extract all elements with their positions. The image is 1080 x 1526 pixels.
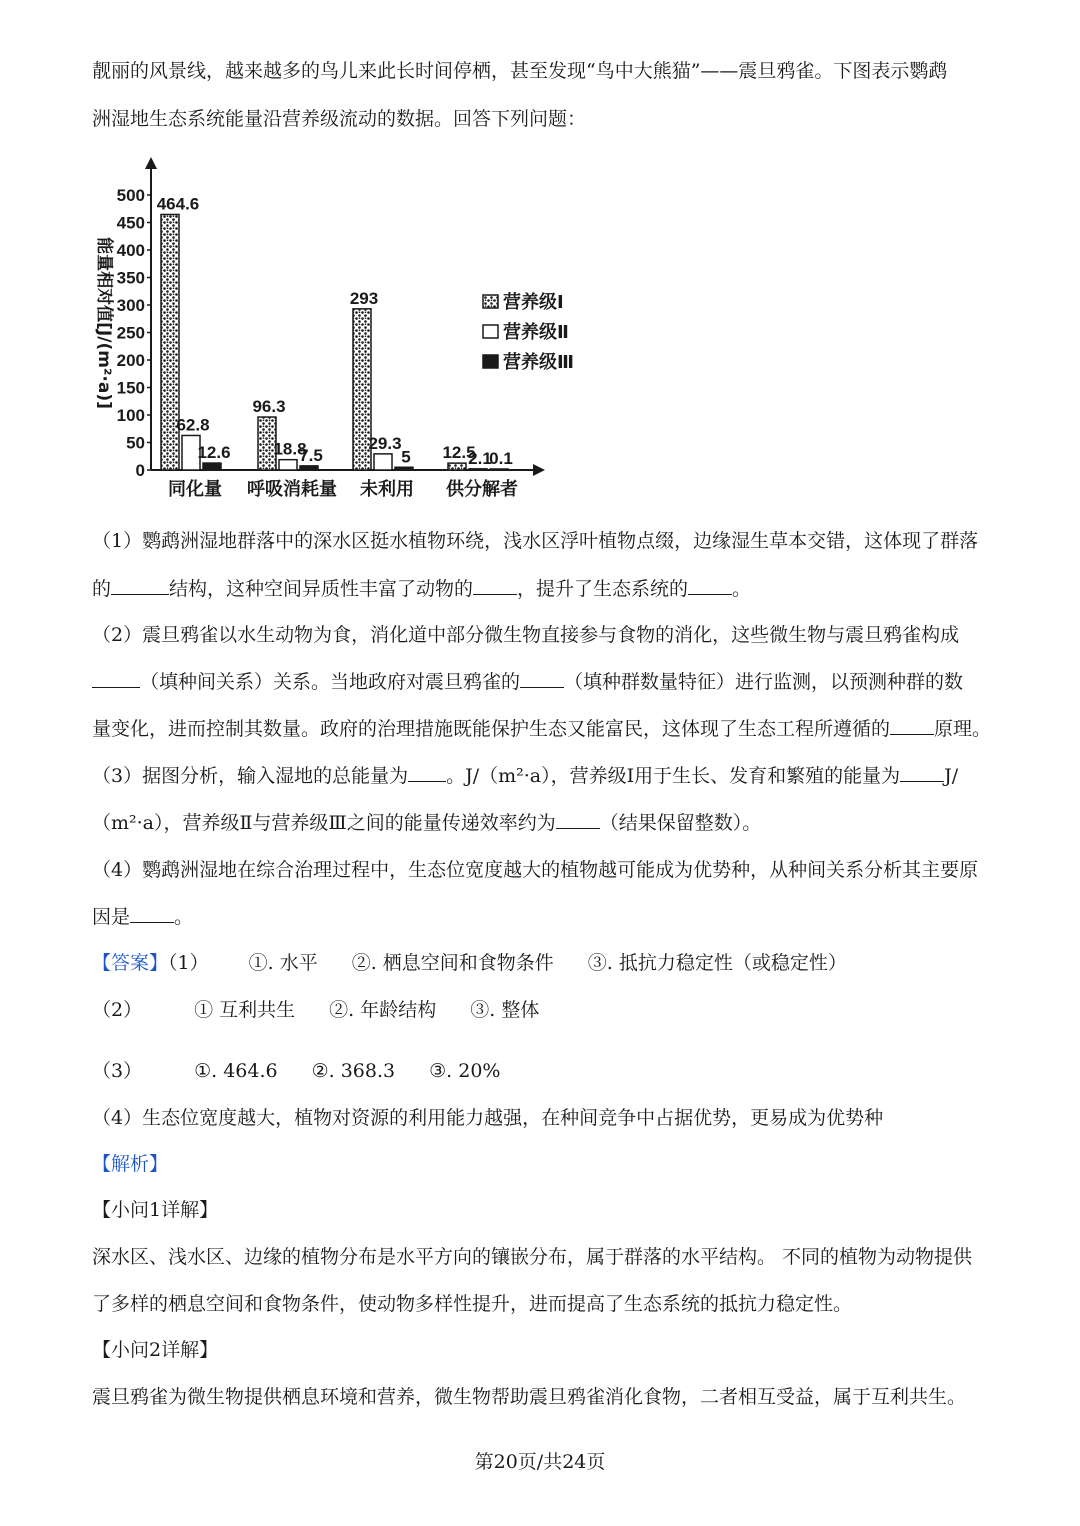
bar: [203, 463, 221, 470]
q3-line-1: （3）据图分析，输入湿地的总能量为 。J/（m²·a），营养级Ⅰ用于生长、发育和繁殖的能量为 J/: [92, 765, 959, 787]
q3-blank-2[interactable]: [900, 763, 944, 782]
legend-swatch: [483, 355, 498, 368]
x-category-labels: [168, 478, 518, 500]
legend-label: 营养级Ⅰ: [503, 292, 564, 313]
data-label: 2.1: [468, 448, 492, 468]
answer-1-1: ①. 水平: [248, 952, 318, 974]
q3-blank-3[interactable]: [556, 810, 600, 829]
energy-flow-bar-chart: [85, 155, 575, 510]
q2-blank-1[interactable]: [92, 669, 140, 688]
data-label: 464.6: [156, 194, 200, 214]
x-category-label: 呼吸消耗量: [247, 479, 337, 500]
y-tick-label: 250: [116, 323, 145, 343]
answer-line-3: （3） ①. 464.6 ②. 368.3 ③. 20%: [92, 1060, 501, 1082]
bar: [490, 469, 508, 470]
data-label: 12.6: [197, 443, 231, 463]
y-tick-label: 50: [126, 433, 145, 453]
data-label: 7.5: [299, 445, 323, 465]
q1-blank-1[interactable]: [111, 576, 169, 595]
legend-swatch: [483, 325, 498, 338]
y-tick-label: 400: [116, 241, 145, 260]
x-category-label: 未利用: [360, 479, 414, 500]
q4-line-1: （4）鹦鹉洲湿地在综合治理过程中，生态位宽度越大的植物越可能成为优势种，从种间关系分析其主要原: [92, 859, 979, 881]
bar: [279, 460, 297, 470]
intro-line-1: 靓丽的风景线，越来越多的鸟儿来此长时间停栖，甚至发现“鸟中大熊猫”——震旦鸦雀。下图表示鹦鹉: [92, 60, 948, 82]
sub2-title: 【小问2详解】: [92, 1339, 219, 1361]
answer-3-3: ③. 20%: [429, 1060, 501, 1082]
y-tick-label: 350: [116, 268, 145, 288]
y-tick-label: 450: [116, 213, 145, 233]
x-category-label: 供分解者: [446, 479, 518, 500]
y-axis-arrow: [145, 157, 157, 169]
analysis-tag: 【解析】: [92, 1153, 169, 1175]
answer-1-3: ③. 抵抗力稳定性（或稳定性）: [587, 952, 847, 974]
q2-blank-3[interactable]: [890, 716, 934, 735]
answer-line-1: 【答案】（1） ①. 水平 ②. 栖息空间和食物条件 ③. 抵抗力稳定性（或稳定性）: [92, 952, 847, 974]
chart-legend: [483, 291, 574, 373]
data-label: 62.8: [176, 415, 210, 435]
bar: [395, 467, 413, 470]
sub2-line-1: 震旦鸦雀为微生物提供栖息环境和营养，微生物帮助震旦鸦雀消化食物，二者相互受益，属于互利共生。: [92, 1386, 967, 1408]
legend-label: 营养级Ⅱ: [503, 322, 569, 343]
q1-blank-2[interactable]: [473, 576, 517, 595]
sub1-line-2: 了多样的栖息空间和食物条件，使动物多样性提升，进而提高了生态系统的抵抗力稳定性。: [92, 1293, 853, 1315]
bar: [374, 454, 392, 470]
q3-blank-1[interactable]: [408, 763, 446, 782]
q1-line-1: （1）鹦鹉洲湿地群落中的深水区挺水植物环绕，浅水区浮叶植物点缀，边缘湿生草本交错，这体现了群落: [92, 530, 979, 552]
x-category-label: 同化量: [168, 479, 222, 500]
q1-blank-3[interactable]: [688, 576, 732, 595]
legend-swatch: [483, 295, 498, 308]
data-label: 18.8: [273, 439, 307, 459]
data-label: 96.3: [252, 397, 286, 417]
data-label: 5: [401, 447, 411, 467]
answer-line-2: （2） ① 互利共生 ②. 年龄结构 ③. 整体: [92, 999, 540, 1021]
y-tick-label: 500: [116, 186, 145, 205]
y-tick-label: 200: [116, 351, 145, 370]
bar: [300, 466, 318, 470]
answer-1-2: ②. 栖息空间和食物条件: [351, 952, 554, 974]
bar: [448, 463, 466, 470]
data-label: 0.1: [489, 449, 513, 468]
y-tick-label: 0: [135, 461, 145, 480]
answer-3-1: ①. 464.6: [194, 1060, 278, 1082]
answer-tag: 【答案】: [92, 952, 169, 974]
answer-2-1: ① 互利共生: [194, 999, 296, 1021]
y-tick-label: 150: [116, 378, 145, 398]
x-axis-arrow: [533, 464, 545, 476]
data-label: 29.3: [368, 433, 402, 453]
q4-line-2: 因是 。: [92, 906, 194, 928]
sub1-line-1: 深水区、浅水区、边缘的植物分布是水平方向的镶嵌分布，属于群落的水平结构。 不同的植物为动物提供: [92, 1246, 973, 1268]
chart-bars: [161, 214, 508, 470]
q4-blank-1[interactable]: [130, 904, 174, 923]
q2-line-1: （2）震旦鸦雀以水生动物为食，消化道中部分微生物直接参与食物的消化，这些微生物与震旦鸦雀构成: [92, 624, 960, 646]
answer-line-4: （4）生态位宽度越大，植物对资源的利用能力越强，在种间竞争中占据优势，更易成为优势种: [92, 1107, 884, 1129]
answer-2-3: ③. 整体: [470, 999, 540, 1021]
sub1-title: 【小问1详解】: [92, 1199, 219, 1221]
page-number: 第20页/共24页: [474, 1451, 606, 1473]
y-tick-label: 300: [116, 296, 145, 315]
q3-line-2: （m²·a），营养级Ⅱ与营养级Ⅲ之间的能量传递效率约为 （结果保留整数）。: [92, 812, 762, 834]
answer-2-2: ②. 年龄结构: [329, 999, 437, 1021]
q2-line-2: （填种间关系）关系。当地政府对震旦鸦雀的 （填种群数量特征）进行监测，以预测种群的数: [92, 669, 1040, 695]
legend-label: 营养级Ⅲ: [503, 352, 575, 373]
y-tick-labels: [117, 186, 145, 480]
data-label: 293: [349, 288, 379, 308]
q1-line-2: 的 结构，这种空间异质性丰富了动物的 ，提升了生态系统的 。: [92, 578, 752, 600]
bar: [469, 469, 487, 470]
data-label: 12.5: [442, 443, 476, 463]
answer-3-2: ②. 368.3: [311, 1060, 396, 1082]
q2-line-3: 量变化，进而控制其数量。政府的治理措施既能保护生态又能富民，这体现了生态工程所遵循的 原理。: [92, 718, 992, 740]
intro-line-2: 洲湿地生态系统能量沿营养级流动的数据。回答下列问题：: [92, 108, 587, 130]
data-labels: [157, 194, 513, 468]
y-tick-label: 100: [116, 406, 145, 425]
y-axis-label: 能量相对值[J/(m²·a)]: [94, 237, 114, 409]
q2-blank-2[interactable]: [520, 669, 564, 688]
